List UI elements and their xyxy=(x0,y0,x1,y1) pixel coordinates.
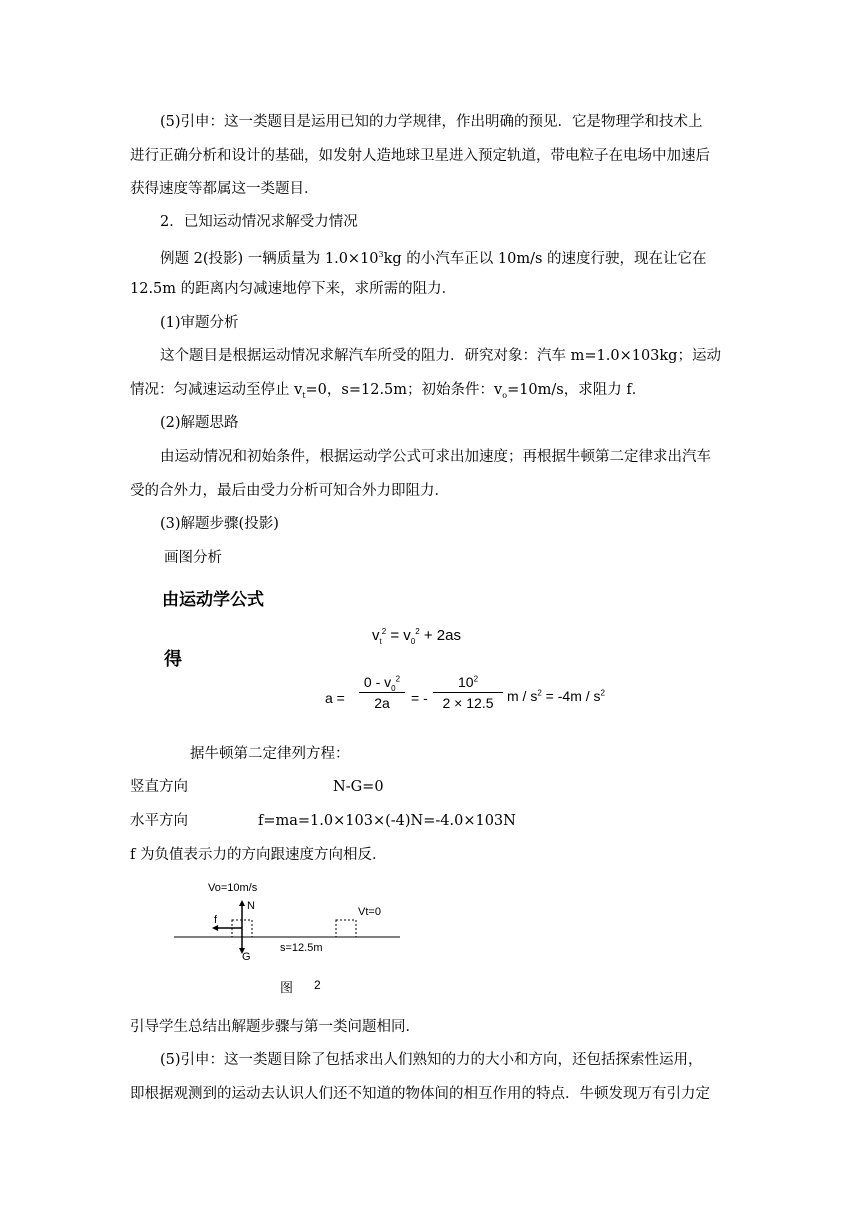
formula-2-num1-sup: 2 xyxy=(395,674,401,684)
formula-1-tail: + 2as xyxy=(419,627,461,644)
step-1-sub-t: t xyxy=(302,390,306,400)
intro-line-3: 获得速度等都属这一类题目． xyxy=(130,181,319,197)
step-1-text-b: =0，s=12.5m；初始条件：v xyxy=(305,382,503,398)
figure-2 xyxy=(170,876,410,996)
formula-1-sub-t: t xyxy=(379,637,382,646)
example-2-line-2: 12.5m 的距离内匀减速地停下来，求所需的阻力． xyxy=(130,281,457,297)
label-v0: Vo=10m/s xyxy=(208,882,258,894)
formula-2-a-eq: a = xyxy=(325,690,345,706)
label-g: G xyxy=(242,951,251,963)
end-line-2: 即根据观测到的运动去认识人们还不知道的物体间的相互作用的特点．牛顿发现万有引力定 xyxy=(130,1086,710,1102)
step-1-sub-o: o xyxy=(502,390,508,400)
formula-2-num2-sup: 2 xyxy=(473,674,479,684)
summary-line: 引导学生总结出解题步骤与第一类问题相同． xyxy=(130,1019,420,1035)
step-2-title: (2)解题思路 xyxy=(160,415,239,431)
formula-2-unit-sup: 2 xyxy=(537,688,542,698)
step-2-line-2: 受的合外力，最后由受力分析可知合外力即阻力． xyxy=(130,483,449,499)
formula-2 xyxy=(325,674,625,724)
kinematics-label: 由运动学公式 xyxy=(162,590,264,610)
formula-2-num1-sub: 0 xyxy=(391,683,396,693)
car-end-box xyxy=(336,920,356,937)
formula-2-num2 xyxy=(433,674,503,690)
normal-force-arrowhead xyxy=(239,900,245,906)
formula-2-den2: 2 × 12.5 xyxy=(442,695,494,711)
example-2-text-a: 例题 2(投影) 一辆质量为 1.0×10 xyxy=(160,250,379,267)
end-line-1: (5)引申：这一类题目除了包括求出人们熟知的力的大小和方向，还包括探索性运用， xyxy=(160,1052,703,1068)
formula-2-result: = -4m / s xyxy=(541,688,601,704)
intro-line-2: 进行正确分析和设计的基础，如发射人造地球卫星进入预定轨道，带电粒子在电场中加速后 xyxy=(130,148,710,164)
newton-intro: 据牛顿第二定律列方程： xyxy=(190,746,350,762)
horizontal-line xyxy=(130,811,732,831)
example-2-exponent: 3 xyxy=(378,250,384,259)
step-1-line-1: 这个题目是根据运动情况求解汽车所受的阻力．研究对象：汽车 m=1.0×103kg；运动 xyxy=(160,348,721,364)
formula-2-result-sup: 2 xyxy=(600,688,605,698)
step-1-text-c: =10m/s，求阻力 f． xyxy=(507,382,647,398)
formula-1 xyxy=(372,622,572,652)
example-2-text-b: kg 的小汽车正以 10m/s 的速度行驶，现在让它在 xyxy=(383,250,707,267)
label-vt: Vt=0 xyxy=(358,906,381,918)
formula-2-bar1 xyxy=(359,692,405,693)
label-n: N xyxy=(247,900,255,912)
horizontal-label: 水平方向 xyxy=(130,813,188,829)
label-f: f xyxy=(214,914,218,926)
formula-1-rhs-sup: 2 xyxy=(415,627,420,636)
intro-line-1: (5)引申：这一类题目是运用已知的力学规律，作出明确的预见．它是物理学和技术上 xyxy=(160,114,703,130)
step-1-line-2 xyxy=(130,380,732,406)
vertical-label: 竖直方向 xyxy=(130,779,188,795)
formula-2-bar2 xyxy=(433,692,503,693)
figure-caption-char: 图 xyxy=(280,980,294,995)
vertical-eq: N-G=0 xyxy=(333,779,384,795)
formula-2-unit: m / s xyxy=(507,688,538,704)
section-2-title: 2．已知运动情况求解受力情况 xyxy=(160,214,358,230)
formula-2-den1: 2a xyxy=(374,695,390,711)
example-2-line-1 xyxy=(160,245,762,269)
draw-analysis-label: 画图分析 xyxy=(164,550,222,566)
figure-caption-number: 2 xyxy=(314,978,321,992)
step-1-text-a: 情况：匀减速运动至停止 v xyxy=(130,382,303,398)
label-s: s=12.5m xyxy=(280,942,323,954)
formula-2-num1 xyxy=(359,674,405,693)
formula-1-v: v xyxy=(372,627,380,644)
f-note: f 为负值表示力的方向跟速度方向相反． xyxy=(130,847,387,863)
step-1-title: (1)审题分析 xyxy=(160,315,239,331)
formula-1-sup-2: 2 xyxy=(381,627,387,636)
formula-2-num1-text: 0 - v xyxy=(363,674,392,690)
figure-2-diagram xyxy=(170,876,410,976)
step-2-line-1: 由运动情况和初始条件，根据运动学公式可求出加速度；再根据牛顿第二定律求出汽车 xyxy=(160,449,711,465)
horizontal-eq: f=ma=1.0×103×(-4)N=-4.0×103N xyxy=(258,813,516,829)
formula-2-tail xyxy=(507,688,605,704)
step-3-title: (3)解题步骤(投影) xyxy=(160,516,279,532)
formula-1-eq: = v xyxy=(386,627,411,644)
de-label: 得 xyxy=(164,649,182,670)
formula-1-sub-0: 0 xyxy=(410,637,416,646)
formula-2-num2-text: 10 xyxy=(457,674,474,690)
formula-2-eq2: = - xyxy=(411,690,428,706)
vertical-line xyxy=(130,777,732,797)
